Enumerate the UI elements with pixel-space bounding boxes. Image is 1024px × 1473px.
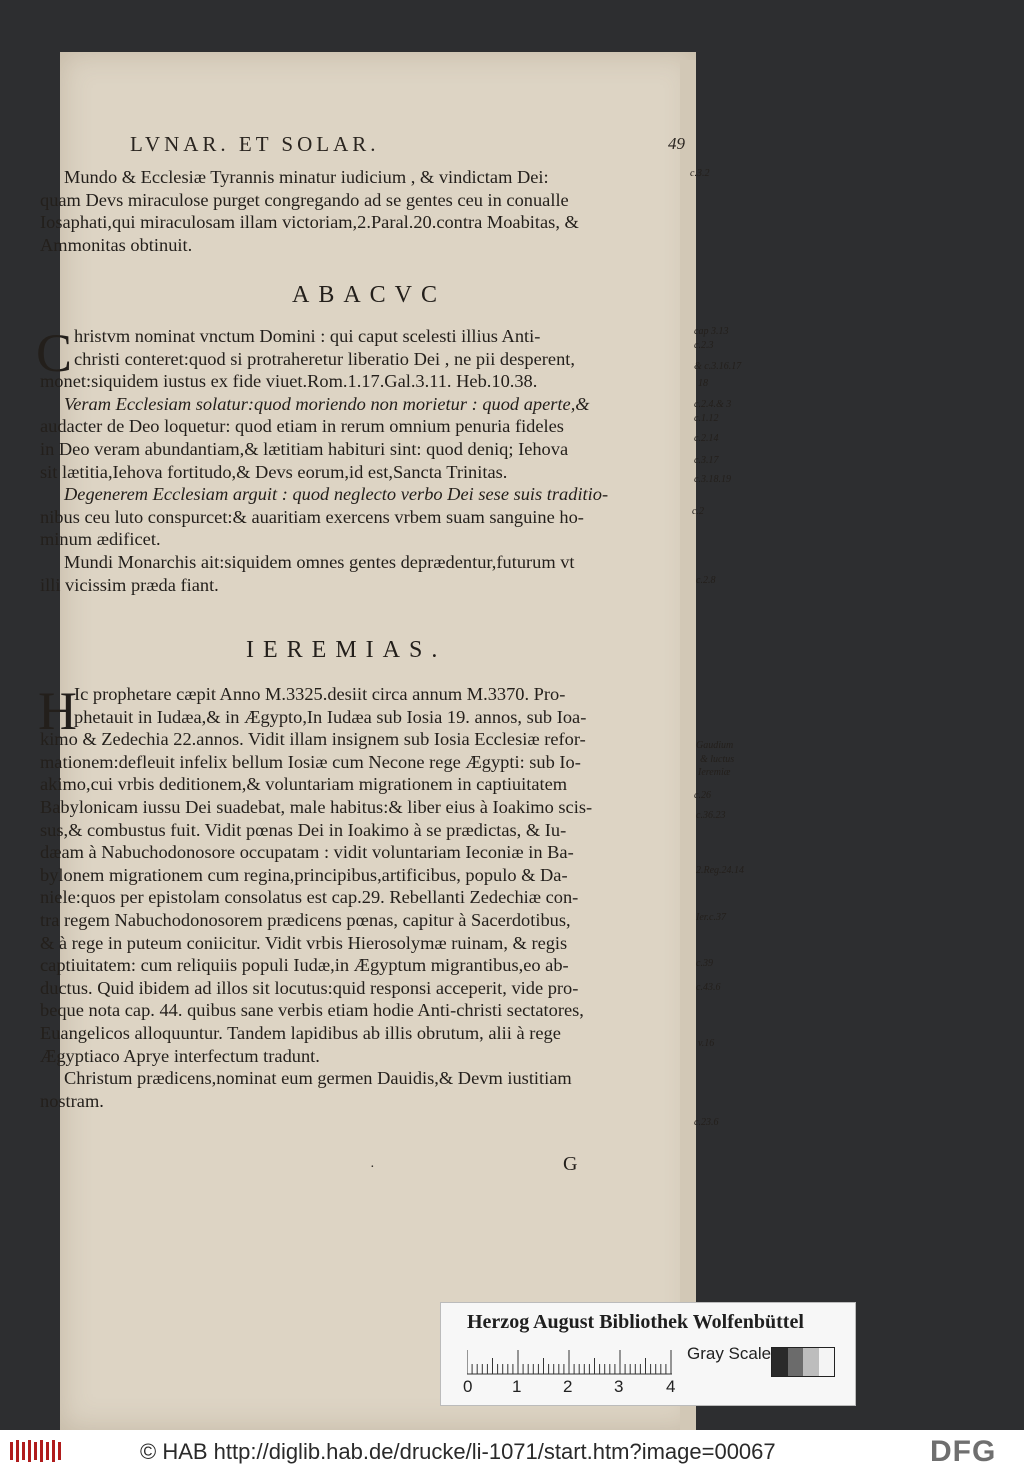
text-line: sus,& combustus fuit. Vidit pœnas Dei in Ioakimo à se prædictas, & Iu- (40, 819, 567, 840)
gray-swatch (819, 1348, 835, 1376)
marginal-note: c.43.6 (696, 982, 721, 993)
text-line: Iosaphati,qui miraculosam illam victoriam,2.Paral.20.contra Moabitas, & (40, 212, 579, 233)
marginal-note: c.39 (696, 958, 713, 969)
text-line: in Deo veram abundantiam,& lætitiam habituri sint: quod deniq; Iehova (40, 438, 569, 459)
marginal-note: c.36.23 (696, 810, 726, 821)
marginal-note: Ier.c.37 (696, 912, 726, 923)
text-line: audacter de Deo loquetur: quod etiam in rerum omnium penuria fideles (40, 416, 564, 437)
marginal-note: c.2.8 (696, 575, 716, 586)
page-dot: · (370, 1160, 375, 1175)
marginal-note: c.2.14 (694, 433, 719, 444)
text-line: minum ædificet. (40, 529, 161, 550)
marginal-note: 2.Reg.24.14 (696, 865, 745, 876)
dfg-logo: DFG (930, 1435, 997, 1468)
marginal-note: c.2 (692, 506, 704, 517)
text-line: Veram Ecclesiam solatur:quod moriendo non morietur : quod aperte,& (64, 393, 590, 414)
gray-swatch (788, 1348, 804, 1376)
ruler-number: 1 (512, 1377, 522, 1396)
text-line: christi conteret:quod si protraheretur liberatio Dei , ne pii desperent, (74, 348, 575, 369)
marginal-note: v.16 (698, 1038, 715, 1049)
signature-mark: G (563, 1153, 578, 1175)
text-line: ductus. Quid ibidem ad illos sit locutus:quid responsi acceperit, vide pro- (40, 977, 579, 998)
marginal-note: c.3.17 (694, 455, 719, 466)
library-scale-card (440, 1302, 856, 1406)
text-line: tra regem Nabuchodonosorem prædicens pœnas, capitur à Sacerdotibus, (40, 909, 571, 930)
text-line: kimo & Zedechia 22.annos. Vidit illam insignem sub Iosia Ecclesiæ refor- (40, 729, 586, 750)
text-line: captiuitatem: cum reliquiis populi Iudæ,in Ægyptum migrantibus,eo ab- (40, 955, 569, 976)
text-line: Babylonicam iussu Dei suadebat, male habitus:& liber eius à Ioakimo scis- (40, 796, 593, 817)
text-line: bylonem migrationem cum regina,principibus,artificibus, populo & Da- (40, 864, 568, 885)
marginal-note: c.3.18.19 (694, 474, 731, 485)
marginal-note: & luctus (700, 754, 735, 765)
text-line: Christum prædicens,nominat eum germen Dauidis,& Devm iustitiam (64, 1068, 572, 1089)
gray-scale-bar (771, 1347, 835, 1377)
text-line: Ægyptiaco Aprye interfectum tradunt. (40, 1045, 320, 1066)
marginal-note: c.3.2 (690, 168, 710, 179)
text-line: sit lætitia,Iehova fortitudo,& Devs eorum,id est,Sancta Trinitas. (40, 461, 508, 482)
marginal-note: c.2.3 (694, 340, 714, 351)
text-line: Euangelicos alloquuntur. Tandem lapidibus ab illis obrutum, alii à rege (40, 1022, 561, 1043)
ruler-number: 2 (563, 1377, 573, 1396)
text-line: Ic prophetare cæpit Anno M.3325.desiit circa annum M.3370. Pro- (74, 684, 566, 704)
text-line: quam Devs miraculose purget congregando ad se gentes ceu in conualle (40, 189, 569, 210)
text-line: akimo,cui vrbis deditionem,& voluntariam migrationem in captiuitatem (40, 774, 568, 795)
top-paragraph (40, 166, 700, 256)
text-line: Mundo & Ecclesiæ Tyrannis minatur iudicium , & vindictam Dei: (64, 167, 549, 187)
text-line: Ammonitas obtinuit. (40, 234, 193, 255)
text-line: dæam à Nabuchodonosore occupatam : vidit voluntariam Ieconiæ in Ba- (40, 842, 574, 863)
marginal-note: c.26 (694, 790, 711, 801)
ruler-scale (467, 1349, 672, 1375)
gray-swatch (803, 1348, 819, 1376)
marginal-note: cap 3.13 (694, 326, 729, 337)
text-line: Mundi Monarchis ait:siquidem omnes gentes deprædentur,futurum vt (64, 551, 575, 572)
page-number: 49 (668, 134, 685, 153)
ruler-number: 3 (614, 1377, 624, 1396)
marginal-note: 18 (698, 378, 708, 389)
dropcap-c: C (36, 323, 73, 383)
text-line: mationem:defleuit infelix bellum Iosiæ cum Necone rege Ægypti: sub Io- (40, 751, 581, 772)
ruler-number: 0 (463, 1377, 473, 1396)
text-line: beque nota cap. 44. quibus sane verbis etiam hodie Anti-christi sectatores, (40, 1000, 584, 1021)
text-line: niele:quos per epistolam consolatus est cap.29. Rebellanti Zedechiæ con- (40, 887, 579, 908)
ruler-number: 4 (666, 1377, 676, 1396)
text-line: nostram. (40, 1090, 104, 1111)
text-line: hristvm nominat vnctum Domini : qui caput scelesti illius Anti- (74, 326, 541, 346)
marginal-note: c.1.12 (694, 413, 719, 424)
dropcap-h: H (38, 681, 77, 741)
hab-logo-icon (8, 1438, 68, 1464)
ieremias-section (40, 683, 700, 1112)
text-line: nibus ceu luto conspurcet:& auaritiam exercens vrbem suam sanguine ho- (40, 506, 584, 527)
gray-swatch (772, 1348, 788, 1376)
heading-abacuc: ABACVC (292, 282, 447, 308)
marginal-note: Gaudium (696, 740, 734, 751)
marginal-note: & c.3.16.17 (694, 361, 742, 372)
marginal-note: c.23.6 (694, 1117, 719, 1128)
gray-scale-label: Gray Scale (687, 1344, 772, 1363)
running-head: LVNAR. ET SOLAR. (130, 132, 380, 156)
text-line: Degenerem Ecclesiam arguit : quod neglecto verbo Dei sese suis traditio- (64, 484, 609, 505)
text-line: illi vicissim præda fiant. (40, 574, 219, 595)
heading-ieremias: IEREMIAS. (246, 637, 447, 663)
footer-bar (0, 1430, 1024, 1473)
text-line: phetauit in Iudæa,& in Ægypto,In Iudæa sub Iosia 19. annos, sub Ioa- (74, 706, 587, 727)
library-title: Herzog August Bibliothek Wolfenbüttel (467, 1311, 804, 1333)
text-line: monet:siquidem iustus ex fide viuet.Rom.1.17.Gal.3.11. Heb.10.38. (40, 371, 538, 392)
marginal-note: c.2.4.& 3 (694, 399, 732, 410)
marginal-note: Ieremiæ (698, 767, 731, 778)
text-line: & à rege in puteum coniicitur. Vidit vrbis Hierosolymæ ruinam, & regis (40, 932, 568, 953)
abacuc-section (40, 325, 700, 596)
copyright-link[interactable]: © HAB http://diglib.hab.de/drucke/li-1071/start.htm?image=00067 (140, 1439, 776, 1464)
